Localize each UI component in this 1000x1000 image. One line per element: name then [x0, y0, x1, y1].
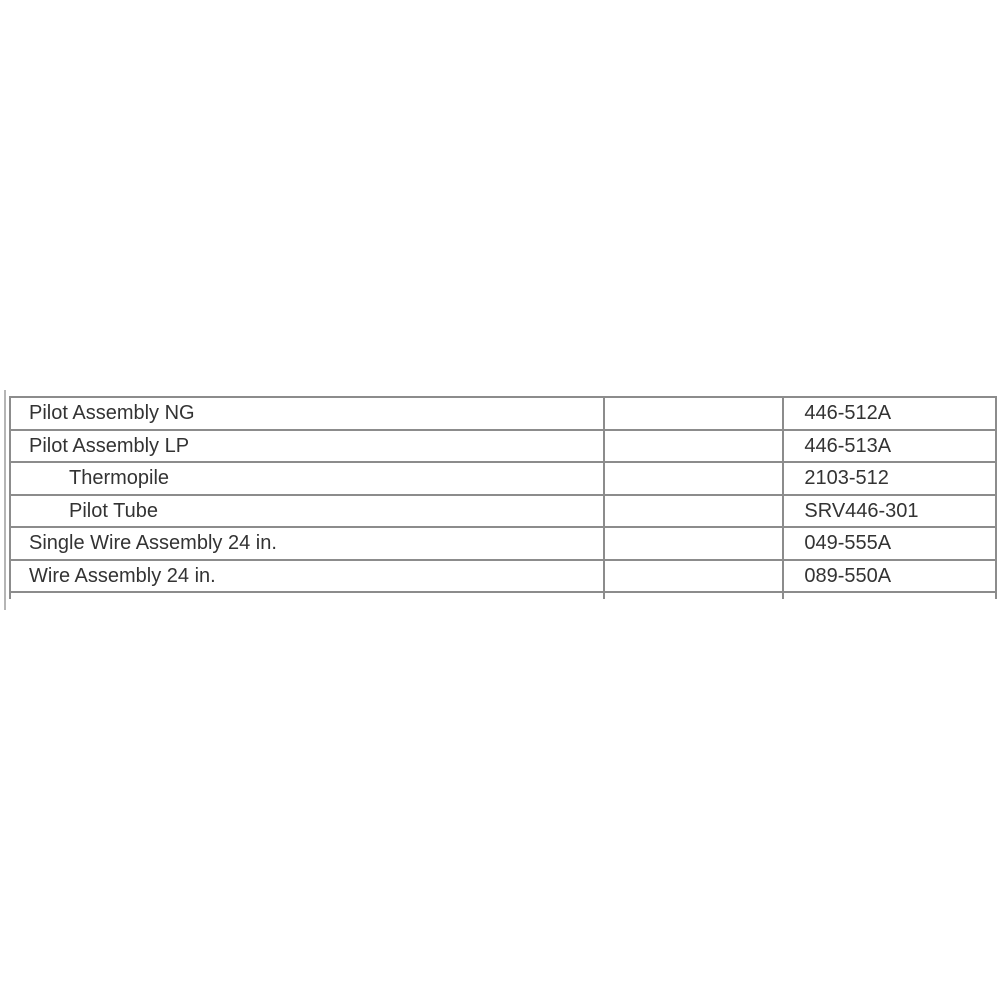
part-extra-cell	[604, 560, 783, 593]
empty-cell	[10, 592, 604, 599]
part-number: 089-550A	[783, 560, 996, 593]
parts-table	[9, 396, 997, 599]
table-row	[10, 430, 996, 463]
empty-cell	[604, 592, 783, 599]
part-extra-cell	[604, 397, 783, 430]
table-row	[10, 560, 996, 593]
part-number: 049-555A	[783, 527, 996, 560]
part-number: 446-512A	[783, 397, 996, 430]
part-description: Wire Assembly 24 in.	[10, 560, 604, 593]
part-number: 446-513A	[783, 430, 996, 463]
table-edge-divider	[4, 390, 6, 610]
table-row	[10, 527, 996, 560]
part-extra-cell	[604, 462, 783, 495]
part-description: Pilot Assembly NG	[10, 397, 604, 430]
part-extra-cell	[604, 527, 783, 560]
table-row	[10, 397, 996, 430]
part-number: 2103-512	[783, 462, 996, 495]
part-number: SRV446-301	[783, 495, 996, 528]
part-extra-cell	[604, 430, 783, 463]
part-description: Pilot Assembly LP	[10, 430, 604, 463]
table-row-cut-off	[10, 592, 996, 599]
part-description: Pilot Tube	[10, 495, 604, 528]
part-description: Thermopile	[10, 462, 604, 495]
table-row	[10, 495, 996, 528]
part-extra-cell	[604, 495, 783, 528]
empty-cell	[783, 592, 996, 599]
part-description: Single Wire Assembly 24 in.	[10, 527, 604, 560]
table-row	[10, 462, 996, 495]
